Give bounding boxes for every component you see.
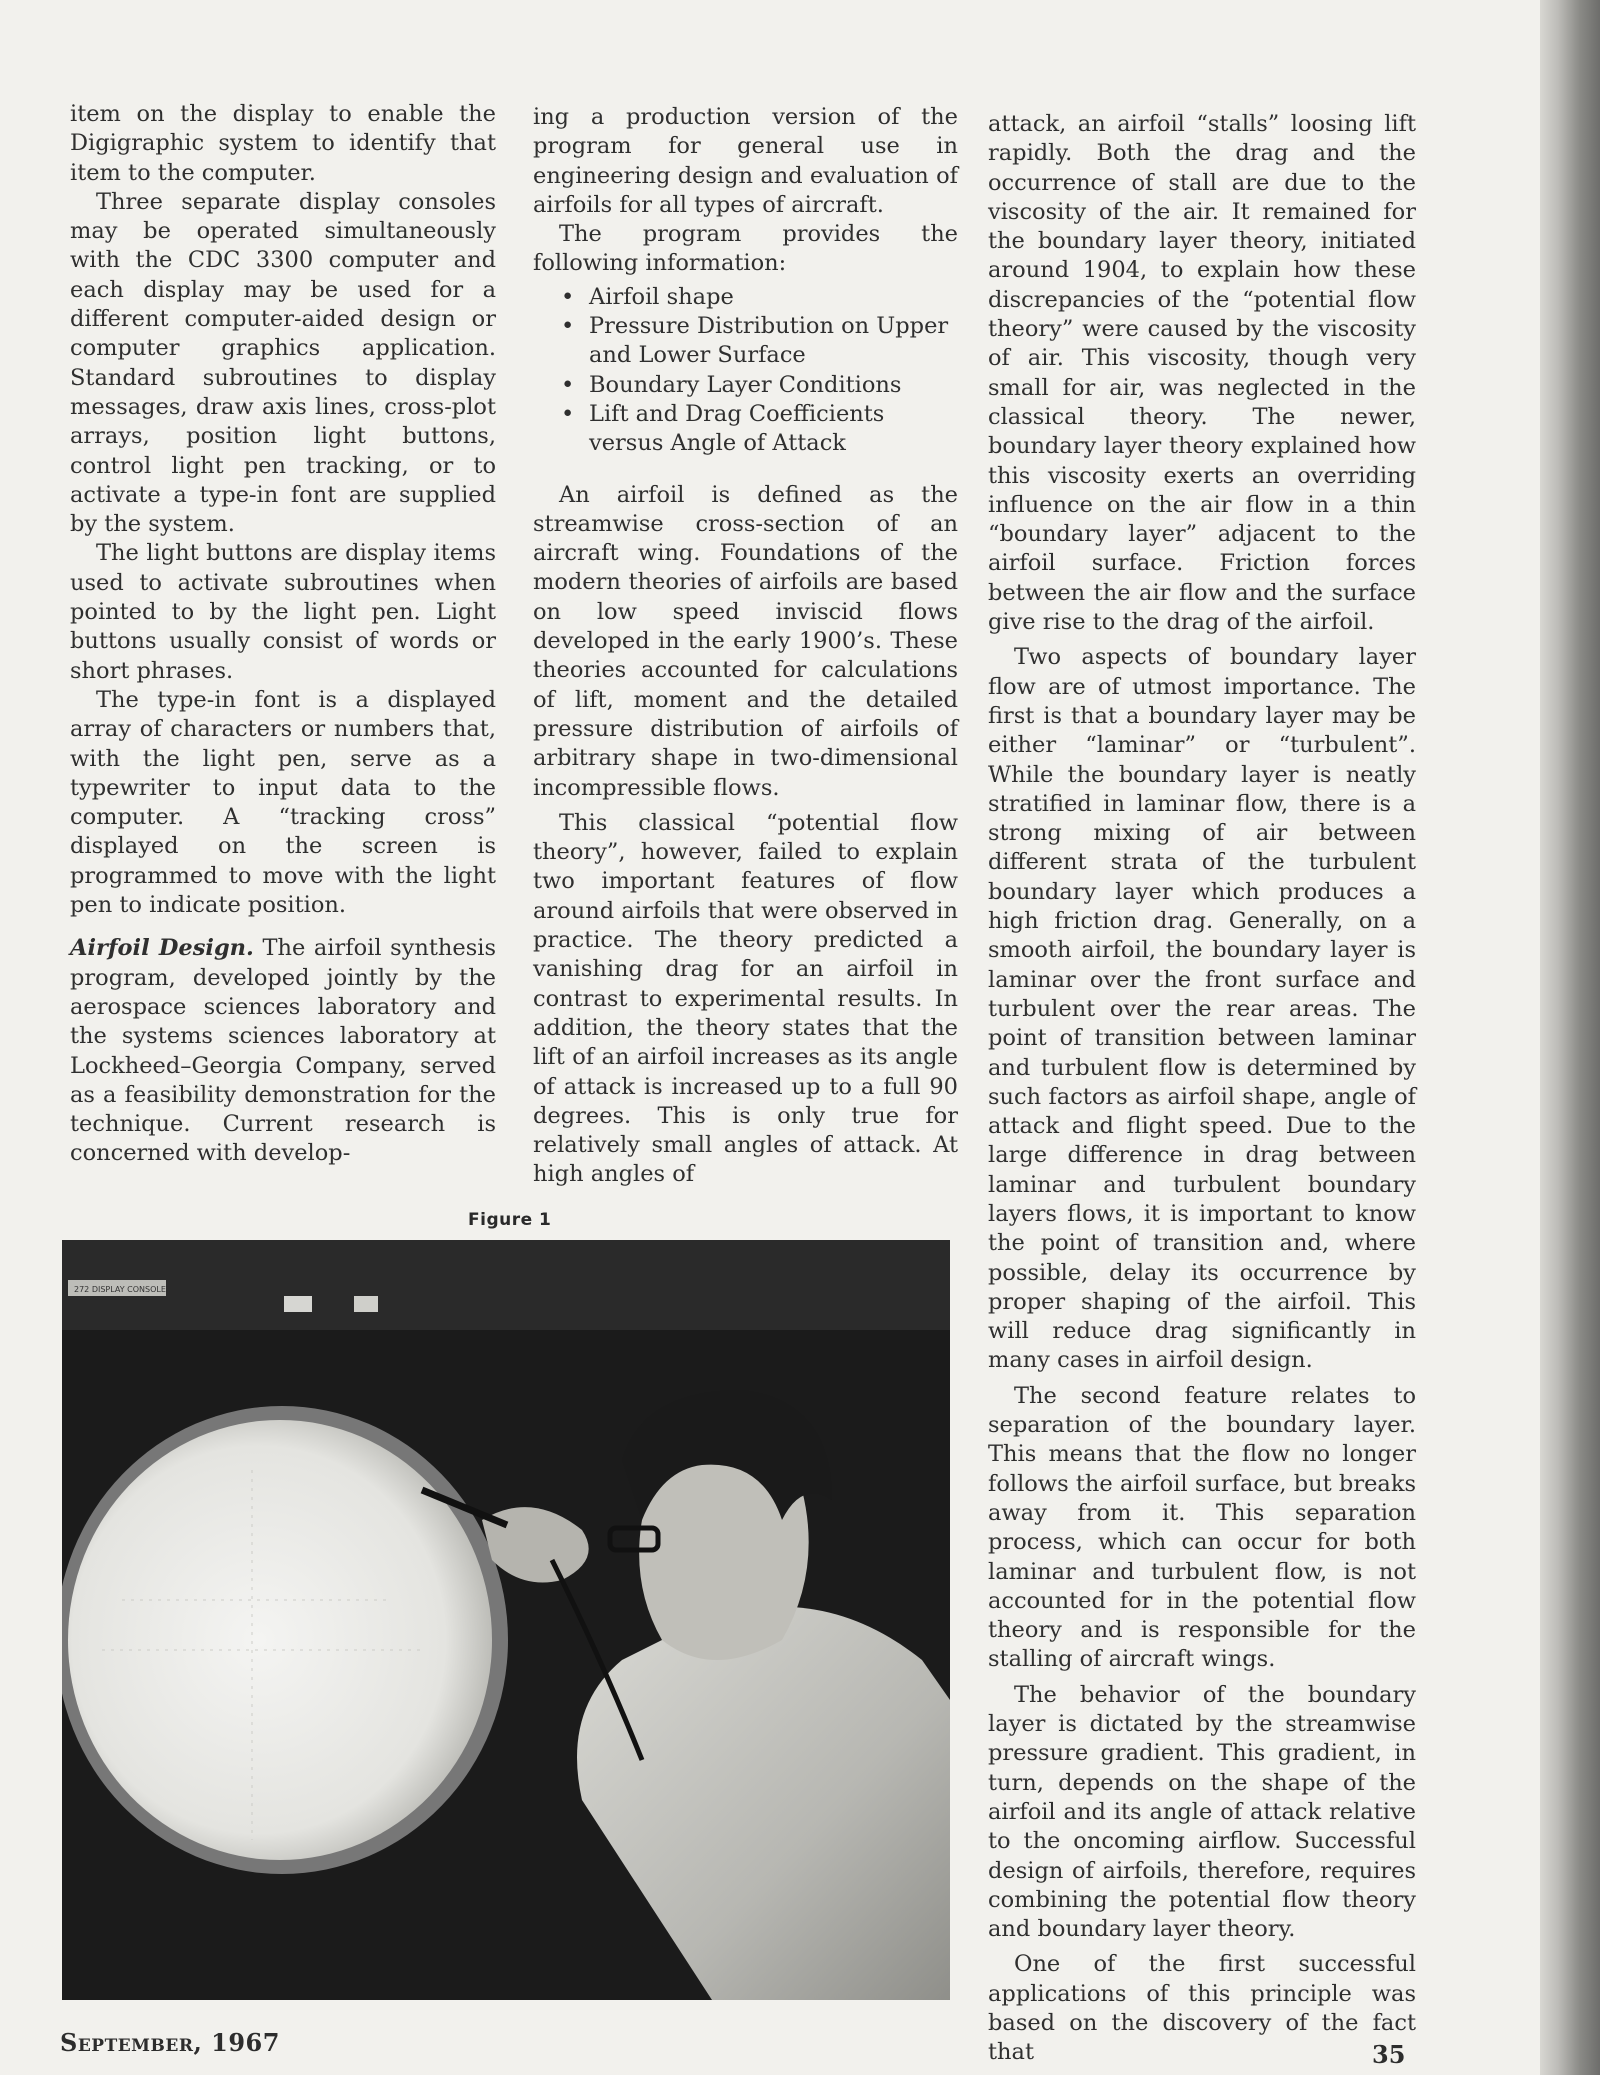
figure-caption: Figure 1	[468, 1210, 552, 1230]
text-column-2	[533, 103, 958, 1190]
paragraph: An airfoil is defined as the streamwise cross-section of an aircraft wing. Foundations of the modern theories of airfoils are based on low speed inviscid flows developed in the early 1900’s. These theories accounted for calculations of lift, moment and the detailed pressure distribution of airfoils of arbitrary shape in two-dimensional incompressible flows.	[533, 481, 958, 801]
bullet-list	[533, 283, 958, 459]
paragraph: Three separate display consoles may be operated simultaneously with the CDC 3300 computer and each display may be used for a different computer-aided design or computer graphics application. Standard subroutines to display messages, draw axis lines, cross-plot arrays, position light buttons, control light pen tracking, or to activate a type-in font are supplied by the system.	[70, 188, 496, 538]
bullet-item: • Lift and Drag Coefficients versus Angle of Attack	[533, 400, 958, 459]
bullet-item: • Airfoil shape	[533, 283, 958, 312]
paragraph: One of the first successful applications of this principle was based on the discovery of the fact that	[988, 1951, 1416, 2066]
text-column-3	[988, 110, 1416, 2068]
figure-photo	[62, 1240, 950, 2000]
paragraph: The second feature relates to separation of the boundary layer. This means that the flow no longer follows the airfoil surface, but breaks away from it. This separation process, which can occur for both laminar and turbulent flow, is not accounted for in the potential flow theory and is responsible for the stalling of aircraft wings.	[988, 1382, 1416, 1673]
paragraph: ing a production version of the program for general use in engineering design and evaluation of airfoils for all types of aircraft.	[533, 104, 958, 218]
section-paragraph-airfoil-design	[70, 934, 496, 1168]
page-edge-shadow	[1540, 0, 1600, 2075]
paragraph: The light buttons are display items used to activate subroutines when pointed to by the light pen. Light buttons usually consist of words or short phrases.	[70, 540, 496, 684]
console-label-text: 272 DISPLAY CONSOLE	[74, 1285, 166, 1294]
paragraph: The program provides the following information:	[533, 221, 958, 277]
text-column-1	[70, 100, 496, 1169]
paragraph: The behavior of the boundary layer is dictated by the streamwise pressure gradient. This gradient, in turn, depends on the shape of the airfoil and its angle of attack relative to the oncoming airflow. Successful design of airfoils, therefore, requires combining the potential flow theory and boundary layer theory.	[988, 1681, 1416, 1943]
issue-date: September, 1967	[60, 2028, 280, 2057]
paragraph: attack, an airfoil “stalls” loosing lift rapidly. Both the drag and the occurrence of stall are due to the viscosity of the air. It remained for the boundary layer theory, initiated around 1904, to explain how these discrepancies of the “potential flow theory” were caused by the viscosity of air. This viscosity, though very small for air, was neglected in the classical theory. The newer, boundary layer theory explained how this viscosity exerts an overriding influence on the air flow in a thin “boundary layer” adjacent to the airfoil surface. Friction forces between the air flow and the surface give rise to the drag of the airfoil.	[988, 111, 1416, 636]
crt-screen	[68, 1420, 492, 1860]
bullet-item: • Boundary Layer Conditions	[533, 371, 958, 400]
paragraph: The type-in font is a displayed array of characters or numbers that, with the light pen, serve as a typewriter to input data to the computer. A “tracking cross” displayed on the screen is programmed to move with the light pen to indicate position.	[70, 686, 496, 919]
paragraph: item on the display to enable the Digigraphic system to identify that item to the computer.	[70, 101, 496, 186]
bullet-item: • Pressure Distribution on Upper and Lower Surface	[533, 312, 958, 371]
paragraph: This classical “potential flow theory”, however, failed to explain two important features of flow around airfoils that were observed in practice. The theory predicted a vanishing drag for an airfoil in contrast to experimental results. In addition, the theory states that the lift of an airfoil increases as its angle of attack is increased up to a full 90 degrees. This is only true for relatively small angles of attack. At high angles of	[533, 809, 958, 1188]
photo-illustration	[62, 1240, 950, 2000]
run-in-heading: Airfoil Design.	[70, 935, 254, 962]
paragraph: Two aspects of boundary layer flow are of utmost importance. The first is that a boundary layer may be either “laminar” or “turbulent”. While the boundary layer is neatly stratified in laminar flow, there is a strong mixing of air between different strata of the turbulent boundary layer which produces a high friction drag. Generally, on a smooth airfoil, the boundary layer is laminar over the front surface and turbulent over the rear areas. The point of transition between laminar and turbulent flow is determined by such factors as airfoil shape, angle of attack and flight speed. Due to the large difference in drag between laminar and turbulent boundary layers flows, it is important to know the point of transition and, where possible, delay its occurrence by proper shaping of the airfoil. This will reduce drag significantly in many cases in airfoil design.	[988, 644, 1416, 1374]
page-number: 35	[1372, 2040, 1406, 2069]
paragraph-body: The airfoil synthesis program, developed jointly by the aerospace sciences laboratory and the systems sciences laboratory at Lockheed–Georgia Company, served as a feasibility demonstration for the technique. Current research is concerned with develop-	[70, 935, 496, 1167]
